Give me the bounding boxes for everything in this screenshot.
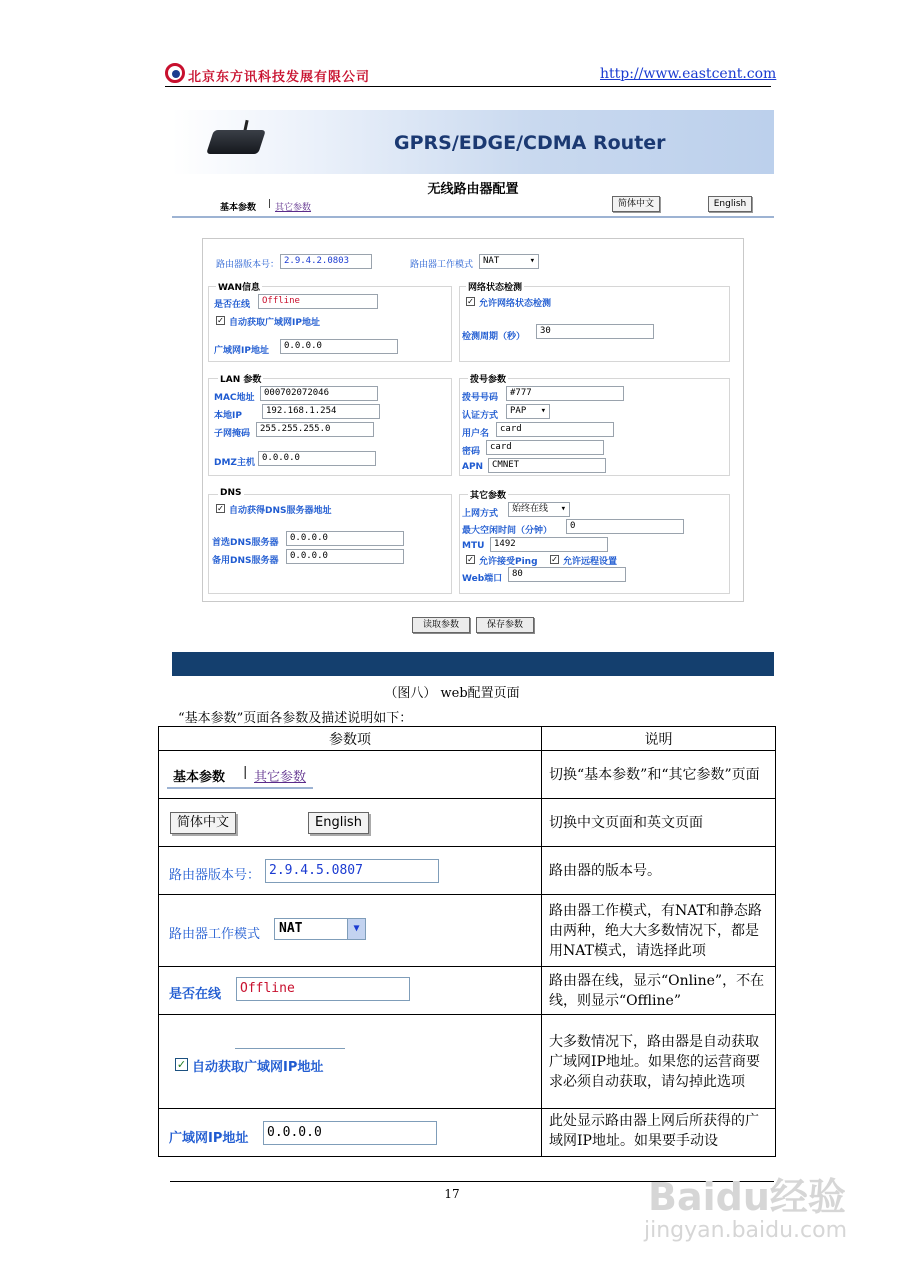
allow-ping-checkbox[interactable]: ✓ (467, 555, 474, 564)
subnet-mask-field[interactable]: 255.255.255.0 (256, 422, 374, 437)
checkbox-checked-icon: ✓ (176, 1058, 187, 1071)
router-footer-bar (172, 652, 774, 676)
desc-cell: 切换“基本参数”和“其它参数”页面 (542, 751, 776, 799)
idle-time-label: 最大空闲时间（分钟） (462, 526, 553, 536)
watermark-domain: jingyan.baidu.com (644, 1218, 848, 1243)
version-label: 路由器版本号： (216, 260, 280, 270)
tab-other-sample: 其它参数 (254, 770, 307, 785)
dmz-label: DMZ主机 (214, 458, 255, 468)
col-param-header: 参数项 (159, 727, 542, 751)
version-label-sample: 路由器版本号： (169, 868, 261, 883)
wan-ip-label: 广域网IP地址 (214, 346, 269, 356)
check-period-label: 检测周期（秒） (462, 332, 526, 342)
netcheck-label: 允许网络状态检测 (479, 299, 552, 309)
online-label-sample: 是否在线 (169, 987, 222, 1002)
secondary-dns-label: 备用DNS服务器 (212, 556, 279, 566)
web-port-label: Web端口 (462, 574, 503, 584)
param-cell (159, 1015, 542, 1109)
allow-remote-checkbox[interactable]: ✓ (551, 555, 558, 564)
primary-dns-field[interactable]: 0.0.0.0 (286, 531, 404, 546)
banner-title: GPRS/EDGE/CDMA Router (394, 132, 666, 154)
password-field[interactable]: card (486, 440, 604, 455)
header-rule (165, 86, 771, 87)
table-row (159, 967, 776, 1015)
auth-label: 认证方式 (462, 411, 499, 421)
lan-group-title: LAN 参数 (218, 372, 263, 385)
router-device-icon (206, 130, 266, 154)
primary-dns-label: 首选DNS服务器 (212, 538, 279, 548)
tab-other[interactable]: 其它参数 (275, 203, 312, 213)
auto-wan-ip-label-sample: 自动获取广域网IP地址 (192, 1060, 324, 1075)
company-name: 北京东方讯科技发展有限公司 (188, 70, 371, 85)
table-row (159, 847, 776, 895)
username-field[interactable]: card (496, 422, 614, 437)
desc-cell: 此处显示路由器上网后所获得的广域网IP地址。如果要手动设 (542, 1109, 776, 1157)
netcheck-checkbox[interactable]: ✓ (467, 297, 474, 306)
param-cell (159, 895, 542, 967)
group-border-line (235, 1048, 345, 1049)
lang-zh-sample: 简体中文 (170, 812, 236, 834)
company-url-link[interactable]: http://www.eastcent.com (600, 66, 777, 82)
dial-number-field[interactable]: #777 (506, 386, 624, 401)
lang-en-button[interactable]: English (708, 196, 752, 212)
desc-cell: 切换中文页面和英文页面 (542, 799, 776, 847)
intro-text: “基本参数”页面各参数及描述说明如下： (178, 711, 413, 726)
read-params-button[interactable]: 读取参数 (412, 617, 470, 633)
table-row (159, 751, 776, 799)
tab-underline-sample (167, 787, 313, 789)
version-field-sample: 2.9.4.5.0807 (265, 859, 439, 883)
auto-wan-ip-label: 自动获取广域网IP地址 (229, 318, 320, 328)
dns-group-title: DNS (220, 488, 242, 498)
mode-select-value: NAT (279, 921, 303, 936)
online-field-sample: Offline (236, 977, 410, 1001)
tab-basic-sample: 基本参数 (173, 770, 226, 785)
param-cell (159, 799, 542, 847)
desc-cell: 路由器工作模式，有NAT和静态路由两种，绝大大多数情况下，都是用NAT模式，请选择此项 (542, 895, 776, 967)
lang-zh-button[interactable]: 简体中文 (612, 196, 660, 212)
tab-separator-sample: | (243, 765, 248, 780)
mode-select-sample (274, 918, 366, 940)
subnet-mask-label: 子网掩码 (214, 429, 251, 439)
param-cell (159, 751, 542, 799)
netcheck-group-title: 网络状态检测 (466, 280, 524, 293)
mode-select[interactable]: NAT ▾ (479, 254, 539, 269)
allow-ping-label: 允许接受Ping (479, 557, 538, 567)
param-cell (159, 1109, 542, 1157)
table-row (159, 799, 776, 847)
allow-remote-label: 允许远程设置 (563, 557, 618, 567)
mac-label: MAC地址 (214, 393, 255, 403)
dmz-field[interactable]: 0.0.0.0 (258, 451, 376, 466)
table-row (159, 1109, 776, 1157)
watermark-brand: Baidu经验 (648, 1175, 846, 1219)
table-row (159, 1015, 776, 1109)
apn-field[interactable]: CMNET (488, 458, 606, 473)
save-params-button[interactable]: 保存参数 (476, 617, 534, 633)
other-group-title: 其它参数 (468, 488, 508, 501)
auto-dns-checkbox[interactable]: ✓ (217, 504, 224, 513)
auto-wan-ip-checkbox[interactable]: ✓ (217, 316, 224, 325)
mode-label-sample: 路由器工作模式 (169, 927, 261, 942)
apn-label: APN (462, 462, 484, 472)
param-cell (159, 847, 542, 895)
lang-en-sample: English (308, 812, 369, 834)
idle-time-field[interactable]: 0 (566, 519, 684, 534)
check-period-field[interactable]: 30 (536, 324, 654, 339)
desc-cell: 路由器在线，显示“Online”，不在线，则显示“Offline” (542, 967, 776, 1015)
online-field[interactable]: Offline (258, 294, 378, 309)
chevron-down-icon: ▼ (347, 919, 365, 939)
mtu-label: MTU (462, 541, 485, 551)
col-desc-header: 说明 (542, 727, 776, 751)
parameter-table (158, 726, 776, 1157)
page-number: 17 (444, 1187, 460, 1201)
company-logo-icon (165, 63, 185, 83)
tab-basic[interactable]: 基本参数 (220, 203, 257, 213)
config-title: 无线路由器配置 (427, 182, 519, 197)
table-header-row (159, 727, 776, 751)
password-label: 密码 (462, 447, 481, 457)
desc-cell: 大多数情况下，路由器是自动获取广域网IP地址。如果您的运营商要求必须自动获取，请勾掉此选项 (542, 1015, 776, 1109)
secondary-dns-field[interactable]: 0.0.0.0 (286, 549, 404, 564)
username-label: 用户名 (462, 429, 490, 439)
wan-ip-field[interactable]: 0.0.0.0 (280, 339, 398, 354)
auto-dns-label: 自动获得DNS服务器地址 (229, 506, 332, 516)
wan-ip-label-sample: 广域网IP地址 (169, 1131, 249, 1146)
mode-label: 路由器工作模式 (410, 260, 474, 270)
online-mode-label: 上网方式 (462, 509, 499, 519)
figure-caption: （图八） web配置页面 (384, 686, 520, 701)
auth-select[interactable]: PAP ▾ (506, 404, 550, 419)
tab-separator: | (268, 199, 272, 209)
param-cell (159, 967, 542, 1015)
mac-field[interactable]: 000702072046 (260, 386, 378, 401)
wan-ip-field-sample: 0.0.0.0 (263, 1121, 437, 1145)
desc-cell: 路由器的版本号。 (542, 847, 776, 895)
dial-group-title: 拨号参数 (468, 372, 508, 385)
wan-group-title: WAN信息 (216, 280, 262, 293)
web-port-field[interactable]: 80 (508, 567, 626, 582)
router-config-screenshot (172, 110, 774, 676)
online-mode-select[interactable]: 始终在线 ▾ (508, 502, 570, 517)
online-label: 是否在线 (214, 300, 251, 310)
table-row (159, 895, 776, 967)
local-ip-label: 本地IP (214, 411, 242, 421)
dial-number-label: 拨号号码 (462, 393, 499, 403)
version-field[interactable]: 2.9.4.2.0803 (280, 254, 372, 269)
local-ip-field[interactable]: 192.168.1.254 (262, 404, 380, 419)
tab-underline (172, 216, 774, 218)
mtu-field[interactable]: 1492 (490, 537, 608, 552)
